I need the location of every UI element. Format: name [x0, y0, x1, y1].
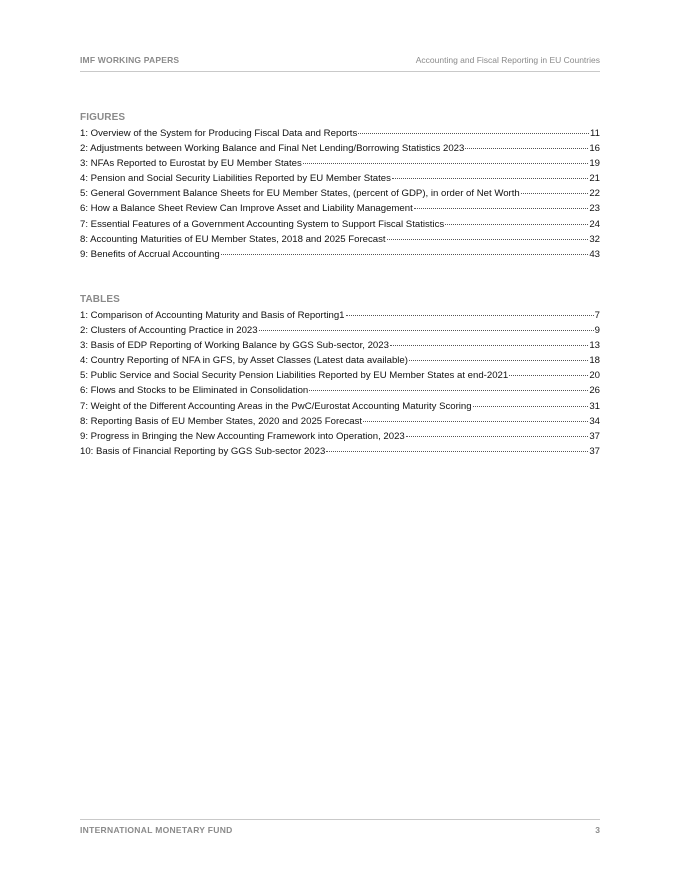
toc-entry[interactable]: [80, 126, 600, 141]
dot-leader: [303, 163, 589, 164]
footer-divider: [80, 819, 600, 820]
toc-entry[interactable]: [80, 186, 600, 201]
dot-leader: [473, 406, 589, 407]
toc-entry-title: 2: Clusters of Accounting Practice in 2023: [80, 325, 258, 337]
toc-entry[interactable]: [80, 353, 600, 368]
toc-entry-title: 8: Accounting Maturities of EU Member States, 2018 and 2025 Forecast: [80, 233, 386, 245]
toc-entry-page: 9: [594, 325, 600, 337]
toc-entry-title: 7: Essential Features of a Government Accounting System to Support Fiscal Statistics: [80, 218, 445, 230]
header-series-title: IMF WORKING PAPERS: [80, 55, 180, 65]
header-document-title: Accounting and Fiscal Reporting in EU Countries: [415, 55, 600, 65]
toc-entry[interactable]: [80, 383, 600, 398]
dot-leader: [414, 208, 589, 209]
toc-entry-title: 5: General Government Balance Sheets for EU Member States, (percent of GDP), in order of Net Worth: [80, 188, 520, 200]
toc-entry[interactable]: [80, 414, 600, 429]
toc-entry-title: 1: Overview of the System for Producing Fiscal Data and Reports: [80, 128, 358, 139]
tables-list: [80, 308, 600, 459]
toc-entry[interactable]: [80, 247, 600, 262]
toc-entry[interactable]: [80, 232, 600, 247]
dot-leader: [409, 360, 588, 361]
dot-leader: [465, 148, 588, 149]
toc-entry[interactable]: [80, 429, 600, 444]
dot-leader: [521, 193, 589, 194]
header-divider: [80, 71, 600, 72]
toc-entry-page: 26: [589, 385, 600, 397]
toc-entry-title: 5: Public Service and Social Security Pension Liabilities Reported by EU Member States at end-2021: [80, 370, 509, 382]
toc-entry-title: 9: Progress in Bringing the New Accounting Framework into Operation, 2023: [80, 430, 405, 442]
tables-section: [80, 294, 600, 459]
dot-leader: [259, 330, 594, 331]
toc-entry-page: 34: [589, 415, 600, 427]
toc-entry[interactable]: [80, 217, 600, 232]
toc-entry-title: 6: Flows and Stocks to be Eliminated in Consolidation: [80, 385, 309, 397]
toc-entry[interactable]: [80, 156, 600, 171]
toc-entry-title: 4: Country Reporting of NFA in GFS, by Asset Classes (Latest data available): [80, 355, 408, 367]
figures-list: [80, 126, 600, 262]
figures-section: [80, 112, 600, 262]
toc-entry[interactable]: [80, 171, 600, 186]
dot-leader: [363, 421, 588, 422]
toc-entry-page: 11: [590, 128, 600, 139]
dot-leader: [221, 254, 589, 255]
toc-entry-title: 7: Weight of the Different Accounting Areas in the PwC/Eurostat Accounting Maturity Scoring: [80, 400, 472, 412]
toc-entry-page: 13: [589, 340, 600, 352]
toc-entry-title: 4: Pension and Social Security Liabilities Reported by EU Member States: [80, 173, 391, 185]
toc-entry[interactable]: [80, 444, 600, 459]
toc-entry-page: 24: [589, 218, 600, 230]
toc-entry-page: 32: [589, 233, 600, 245]
running-footer: [80, 825, 600, 839]
dot-leader: [445, 224, 588, 225]
toc-entry-title: 8: Reporting Basis of EU Member States, 2020 and 2025 Forecast: [80, 415, 363, 427]
toc-entry[interactable]: [80, 141, 600, 156]
toc-entry-title: 2: Adjustments between Working Balance and Final Net Lending/Borrowing Statistics 2023: [80, 143, 465, 155]
dot-leader: [346, 315, 594, 316]
toc-entry-page: 21: [589, 173, 600, 185]
toc-entry[interactable]: [80, 368, 600, 383]
dot-leader: [387, 239, 589, 240]
toc-entry-page: 23: [589, 203, 600, 215]
dot-leader: [326, 451, 588, 452]
dot-leader: [390, 345, 588, 346]
running-header: [80, 55, 600, 69]
toc-entry[interactable]: [80, 399, 600, 414]
toc-entry-title: 6: How a Balance Sheet Review Can Improve Asset and Liability Management: [80, 203, 413, 215]
dot-leader: [358, 133, 589, 134]
toc-entry[interactable]: [80, 323, 600, 338]
toc-entry-page: 37: [589, 430, 600, 442]
toc-entry[interactable]: [80, 201, 600, 216]
toc-entry-page: 18: [589, 355, 600, 367]
dot-leader: [406, 436, 589, 437]
toc-entry-page: 37: [589, 445, 600, 457]
toc-entry-title: 9: Benefits of Accrual Accounting: [80, 248, 220, 260]
toc-entry-page: 31: [589, 400, 600, 412]
toc-entry-title: 3: Basis of EDP Reporting of Working Balance by GGS Sub-sector, 2023: [80, 340, 389, 352]
toc-entry-page: 19: [589, 158, 600, 170]
toc-entry[interactable]: [80, 338, 600, 353]
page-number: 3: [595, 825, 600, 835]
toc-entry-page: 7: [594, 310, 600, 321]
figures-heading: FIGURES: [80, 112, 126, 123]
toc-entry-page: 22: [589, 188, 600, 200]
toc-entry-page: 16: [589, 143, 600, 155]
toc-entry-page: 20: [589, 370, 600, 382]
tables-heading: TABLES: [80, 294, 120, 305]
dot-leader: [309, 390, 588, 391]
toc-entry-page: 43: [589, 248, 600, 260]
toc-entry-title: 10: Basis of Financial Reporting by GGS Sub-sector 2023: [80, 445, 326, 457]
footer-publisher: INTERNATIONAL MONETARY FUND: [80, 825, 233, 835]
dot-leader: [392, 178, 588, 179]
toc-entry[interactable]: [80, 308, 600, 323]
toc-entry-title: 3: NFAs Reported to Eurostat by EU Member States: [80, 158, 302, 170]
dot-leader: [509, 375, 588, 376]
toc-entry-title: 1: Comparison of Accounting Maturity and Basis of Reporting1: [80, 310, 345, 321]
